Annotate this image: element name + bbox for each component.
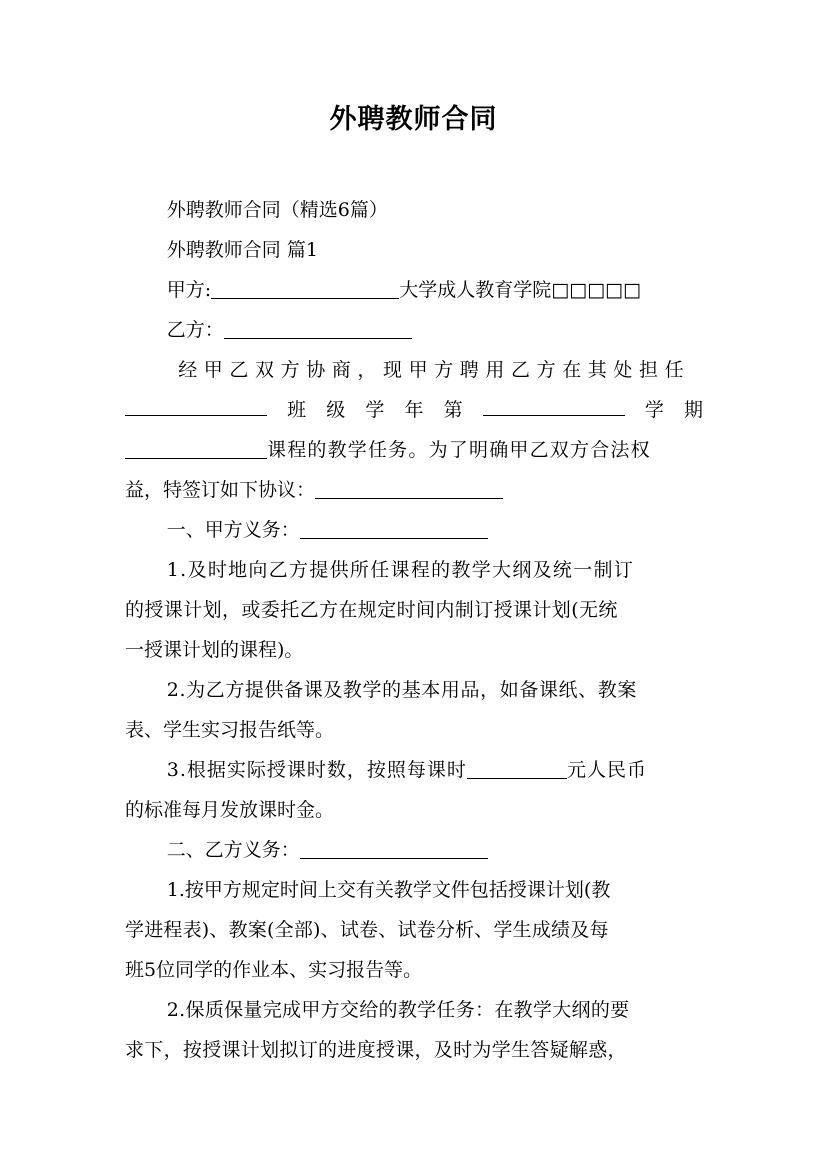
intro-word-nian: 年: [404, 399, 424, 421]
clause-b2-text-1: 2.保质保量完成甲方交给的教学任务：在教学大纲的要: [166, 999, 630, 1021]
clause-a2-line-2: [125, 710, 703, 750]
clause-a2-text-1: 2.为乙方提供备课及教学的基本用品，如备课纸、教案: [166, 679, 637, 701]
section-one-heading: 一、甲方义务：: [166, 519, 300, 541]
party-a-line: [125, 270, 703, 310]
section-one-blank[interactable]: [300, 519, 488, 539]
party-a-suffix: 大学成人教育学院□□□□□: [399, 279, 641, 301]
hourly-rate-blank[interactable]: [467, 759, 567, 779]
intro-word-xue-2: 学: [644, 399, 664, 421]
section-two-blank[interactable]: [300, 839, 488, 859]
clause-a3-text-2: 的标准每月发放课时金。: [125, 799, 335, 821]
clause-b2-line-2: [125, 1030, 703, 1070]
section-one-line: [125, 510, 703, 550]
document-body: [125, 190, 703, 1070]
intro-word-xue: 学: [365, 399, 385, 421]
clause-a2-line-1: [125, 670, 703, 710]
clause-a3-line-2: [125, 790, 703, 830]
clause-a3-line-1: [125, 750, 703, 790]
clause-a2-text-2: 表、学生实习报告纸等。: [125, 719, 335, 741]
party-b-blank[interactable]: [224, 319, 412, 339]
clause-b1-line-2: [125, 910, 703, 950]
clause-a1-line-3: [125, 630, 703, 670]
intro-text-3: 课程的教学任务。为了明确甲乙双方合法权: [267, 439, 651, 461]
subtitle-text: 外聘教师合同（精选6篇）: [166, 199, 388, 221]
section-heading-line: [125, 230, 703, 270]
party-b-line: [125, 310, 703, 350]
clause-a1-text-3: 一授课计划的课程)。: [125, 639, 304, 661]
party-a-label: 甲方:: [166, 279, 212, 301]
clause-a1-line-2: [125, 590, 703, 630]
intro-line-3: [125, 430, 703, 470]
clause-a3-text-1a: 3.根据实际授课时数，按照每课时: [166, 759, 467, 781]
party-a-blank[interactable]: [211, 279, 399, 299]
clause-b1-line-1: [125, 870, 703, 910]
intro-word-ban: 班: [287, 399, 307, 421]
clause-b2-line-1: [125, 990, 703, 1030]
clause-a3-text-1b: 元人民币: [566, 759, 647, 781]
clause-b1-text-3: 班5位同学的作业本、实习报告等。: [125, 959, 423, 981]
subtitle-line: [125, 190, 703, 230]
intro-text-1: 经甲乙双方协商，现甲方聘用乙方在其处担任: [178, 359, 691, 381]
party-b-label: 乙方：: [166, 319, 224, 341]
intro-word-ji: 级: [326, 399, 346, 421]
clause-a1-text-2: 的授课计划，或委托乙方在规定时间内制订授课计划(无统: [125, 599, 618, 621]
intro-line-2: [125, 390, 703, 430]
clause-a1-text-1: 1.及时地向乙方提供所任课程的教学大纲及统一制订: [166, 559, 635, 581]
course-name-blank[interactable]: [125, 439, 267, 459]
agreement-blank[interactable]: [315, 479, 503, 499]
intro-text-4: 益，特签订如下协议：: [125, 479, 316, 501]
intro-line-4: [125, 470, 703, 510]
clause-b2-text-2: 求下，按授课计划拟订的进度授课，及时为学生答疑解惑，: [125, 1039, 627, 1061]
section-two-line: [125, 830, 703, 870]
section-two-heading: 二、乙方义务：: [166, 839, 300, 861]
clause-b1-text-2: 学进程表)、教案(全部)、试卷、试卷分析、学生成绩及每: [125, 919, 609, 941]
semester-blank[interactable]: [483, 396, 625, 416]
course-class-blank[interactable]: [125, 396, 267, 416]
document-title: 外聘教师合同: [329, 104, 498, 135]
clause-a1-line-1: [125, 550, 703, 590]
intro-word-qi: 期: [683, 399, 703, 421]
clause-b1-text-1: 1.按甲方规定时间上交有关教学文件包括授课计划(教: [166, 879, 611, 901]
intro-word-di: 第: [443, 399, 463, 421]
clause-b1-line-3: [125, 950, 703, 990]
intro-line-1: [125, 350, 703, 390]
section-heading-text: 外聘教师合同 篇1: [166, 239, 318, 261]
